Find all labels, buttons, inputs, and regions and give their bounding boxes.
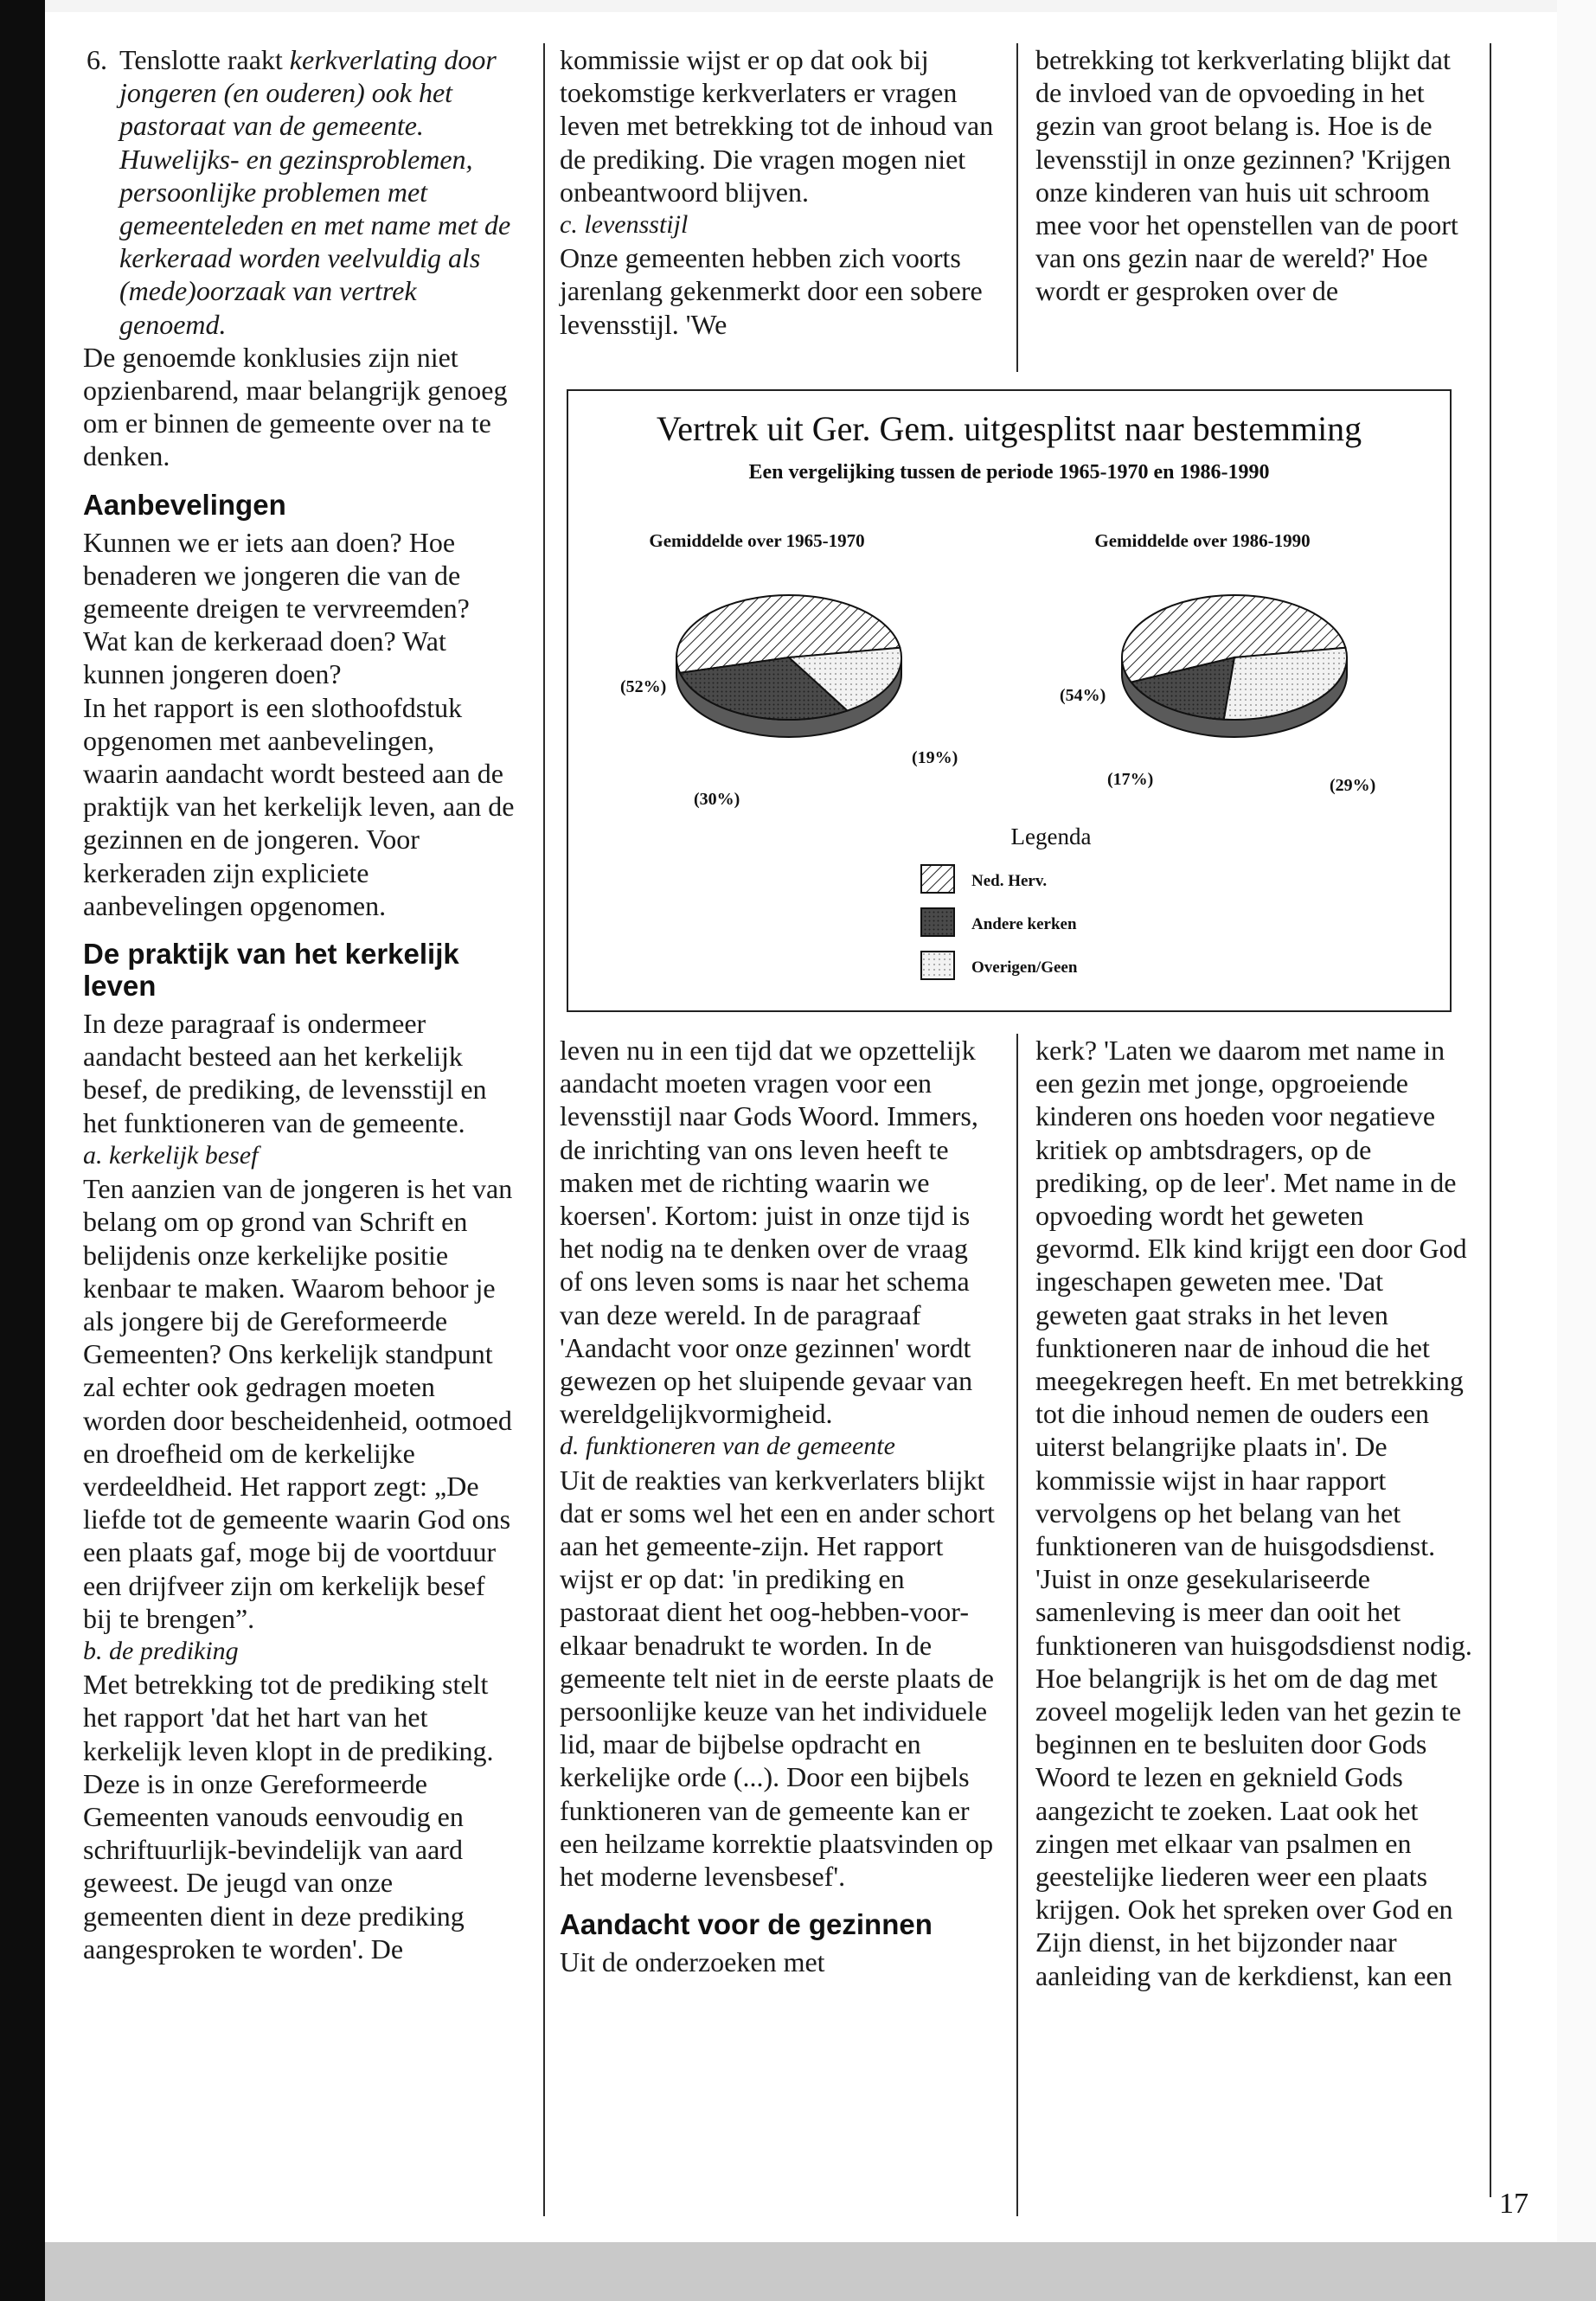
pie-1-label-2: (30%): [694, 790, 740, 809]
list-item-6: [83, 43, 516, 341]
pie-2-label-3: (29%): [1330, 776, 1376, 795]
list-item-lead: Tenslotte raakt: [119, 44, 290, 75]
paragraph-b: Met betrekking tot de prediking stelt het rapport 'dat het hart van het kerkelijk leven klopt in de prediking. Deze is in onze Gereformeerde Gemeenten vanouds eenvoudig en schriftuurlijk-bevindelijk van aard geweest. De jeugd van onze gemeenten dient in deze prediking aangesproken te worden'. De: [83, 1669, 494, 1965]
paragraph-aanbevelingen-2: In het rapport is een slothoofdstuk opgenomen met aanbevelingen, waarin aandacht wordt besteed aan de praktijk van het kerkelijk leven, aan de gezinnen en de jongeren. Voor kerkeraden zijn expliciete aanbevelingen opgenomen.: [83, 691, 515, 921]
pie-1-title: Gemiddelde over 1965-1970: [649, 530, 865, 551]
column-rule-1: [543, 43, 545, 2216]
paragraph-kerk: kerk? 'Laten we daarom met name in een gezin met jonge, opgroeiende kinderen ons hoeden voor negatieve kritiek op ambtsdragers, op de prediking, op de leer'. Met name in de opvoeding wordt het geweten gevormd. Elk kind krijgt een door God ingeschapen geweten mee. 'Dat geweten gaat straks in het leven funktioneren naar de inhoud die het meegekregen heeft. En met betrekking tot die inhoud nemen de ouders een uiterst belangrijke plaats in'. De kommissie wijst in haar rapport vervolgens op het belang van het funktioneren van de huisgodsdienst. 'Juist in onze gesekulariseerde samenleving is meer dan ooit het funktioneren van huisgodsdienst nodig. Hoe belangrijk is het om de dag met zoveel mogelijk leden van het gezin te beginnen en te besluiten door Gods Woord te lezen en geknield Gods aangezicht te zoeken. Laat ook het zingen met elkaar van psalmen en geestelijke liederen weer een plaats krijgen. Ook het spreken over God en Zijn dienst, in het bijzonder naar aanleiding van de kerkdienst, kan een: [1035, 1035, 1472, 1991]
subheading-b: b. de prediking: [83, 1636, 239, 1665]
list-item-italic: kerkverlating door jongeren (en ouderen) ook het pastoraat van de gemeente. Huwelijks- en gezinsproblemen, persoonlijke problemen met gemeenteleden en met name met de kerkeraad worden veelvuldig als (mede)oorzaak van vertrek genoemd.: [119, 44, 511, 340]
legend-swatch-1: [921, 865, 954, 893]
legend-swatch-2: [921, 908, 954, 936]
pie-chart-figure: [567, 389, 1452, 1012]
pie-2-label-2: (17%): [1107, 770, 1154, 789]
paragraph-a: Ten aanzien van de jongeren is het van belang om op grond van Schrift en belijdenis onze kerkelijke positie kenbaar te maken. Waarom behoor je als jongere bij de Gereformeerde Gemeenten? Ons kerkelijk standpunt zal echter ook gedragen moeten worden door bescheidenheid, ootmoed en droefheid om de kerkelijke verdeeldheid. Het rapport zegt: „De liefde tot de gemeente waarin God ons een plaats gaf, moge bij de voortduur een drijfveer zijn om kerkelijk besef bij te brengen”.: [83, 1173, 513, 1634]
paragraph-praktijk: In deze paragraaf is ondermeer aandacht besteed aan het kerkelijk besef, de prediking, de levensstijl en het funktioneren van de gemeente.: [83, 1008, 487, 1138]
heading-aanbevelingen: Aanbevelingen: [83, 488, 286, 521]
pie-2-label-1: (54%): [1060, 686, 1106, 705]
chart-subtitle: Een vergelijking tussen de periode 1965-1970 en 1986-1990: [748, 461, 1270, 484]
paragraph-c-continued: leven nu in een tijd dat we opzettelijk aandacht moeten vragen voor een levensstijl naar Gods Woord. Immers, de inrichting van ons leven heeft te maken met de richting waarin we koersen'. Kortom: juist in onze tijd is het nodig na te denken over de vraag of ons leven soms is naar het schema van deze wereld. In de paragraaf 'Aandacht voor onze gezinnen' wordt gewezen op het sluipende gevaar van wereldgelijkvormigheid.: [560, 1035, 978, 1430]
paragraph-opvoeding: betrekking tot kerkverlating blijkt dat de invloed van de opvoeding in het gezin van groot belang is. Hoe is de levensstijl in onze gezinnen? 'Krijgen onze kinderen van huis uit schroom mee voor het openstellen van de poort van ons gezin naar de wereld?' Hoe wordt er gesproken over de: [1035, 44, 1458, 307]
pie-1-label-3: (19%): [912, 748, 958, 767]
column-rule-3: [1490, 43, 1491, 2197]
chart-canvas: [568, 391, 1450, 1010]
paragraph-d: Uit de reakties van kerkverlaters blijkt dat er soms wel het een en ander schort aan het gemeente-zijn. Het rapport wijst er op dat: 'in prediking en pastoraat dient het oog-hebben-voor-elkaar benadrukt te worden. In de gemeente telt niet in de eerste plaats de persoonlijke keuze van het individuele lid, maar de bijbelse opdracht en kerkelijke orde (...). Door een bijbels funktioneren van de gemeente kan er een heilzame korrektie plaatsvinden op het moderne levensbesef'.: [560, 1464, 995, 1893]
column-rule-2-top: [1016, 43, 1018, 372]
scan-left-margin-bar: [0, 0, 45, 2301]
pie-2-title: Gemiddelde over 1986-1990: [1094, 530, 1311, 551]
paragraph-gezinnen: Uit de onderzoeken met: [560, 1946, 825, 1978]
scan-top-strip: [45, 0, 1596, 12]
column-3-bottom: [1035, 1034, 1472, 1992]
paragraph-conclusions: De genoemde konklusies zijn niet opzienbarend, maar belangrijk genoeg om er binnen de gemeente over na te denken.: [83, 341, 508, 472]
heading-praktijk: De praktijk van het kerkelijk leven: [83, 938, 459, 1003]
scan-right-edge: [1557, 0, 1596, 2242]
legend-title: Legenda: [1010, 824, 1092, 849]
subheading-a: a. kerkelijk besef: [83, 1140, 259, 1170]
paragraph-aanbevelingen-1: Kunnen we er iets aan doen? Hoe benaderen we jongeren die van de gemeente dreigen te vervreemden? Wat kan de kerkeraad doen? Wat kunnen jongeren doen?: [83, 526, 470, 690]
page-number: 17: [1499, 2188, 1529, 2220]
legend-label-2: Andere kerken: [971, 915, 1077, 933]
chart-title: Vertrek uit Ger. Gem. uitgesplitst naar bestemming: [656, 409, 1362, 448]
subheading-d: d. funktioneren van de gemeente: [560, 1432, 895, 1461]
heading-gezinnen: Aandacht voor de gezinnen: [560, 1908, 933, 1941]
legend-label-3: Overigen/Geen: [971, 958, 1078, 977]
paragraph-c: Onze gemeenten hebben zich voorts jarenlang gekenmerkt door een sobere levensstijl. 'We: [560, 242, 983, 340]
paragraph-kommissie: kommissie wijst er op dat ook bij toekomstige kerkverlaters er vragen leven met betrekking tot de inhoud van de prediking. Die vragen mogen niet onbeantwoord blijven.: [560, 44, 994, 208]
legend-swatch-3: [921, 952, 954, 979]
legend-label-1: Ned. Herv.: [971, 872, 1048, 890]
list-number: 6.: [87, 44, 107, 75]
column-2-bottom: [560, 1034, 997, 1978]
scan-bottom-band: [45, 2242, 1596, 2301]
column-1: [83, 43, 516, 1965]
column-2-top: [560, 43, 997, 341]
column-3-top: [1035, 43, 1472, 308]
subheading-c: c. levensstijl: [560, 210, 689, 240]
pie-1-label-1: (52%): [620, 677, 667, 696]
column-rule-2-bottom: [1016, 1034, 1018, 2216]
